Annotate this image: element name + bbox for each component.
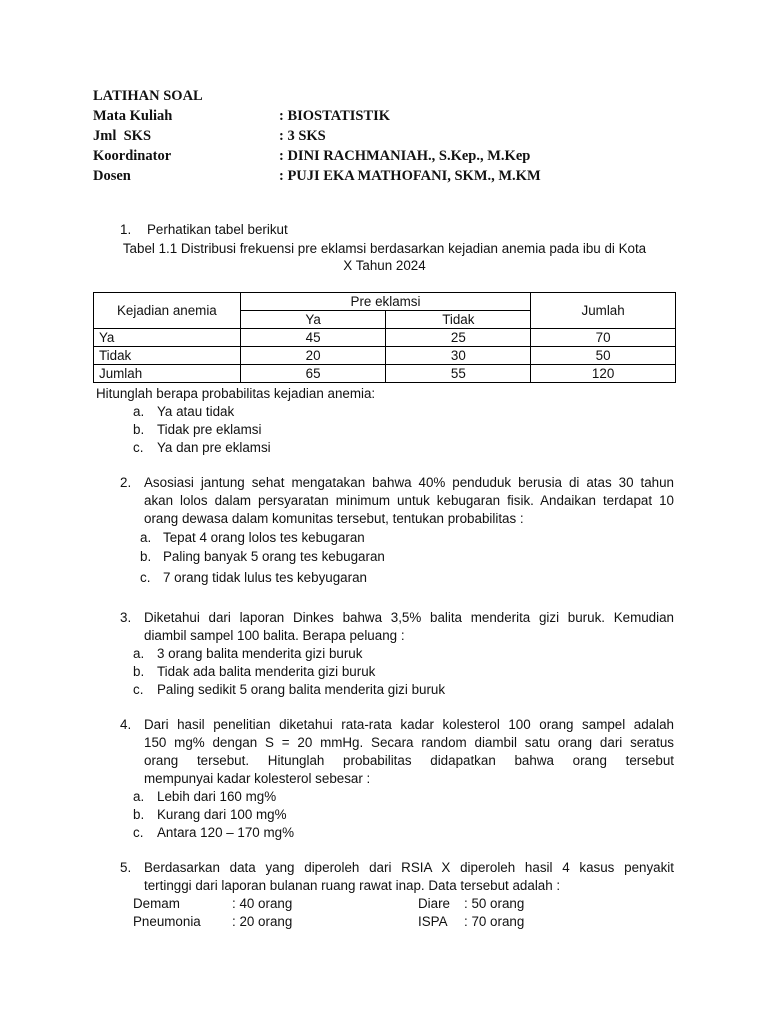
disease-name: ISPA [418,914,448,929]
question-line: tertinggi dari laporan bulanan ruang rawat inap. Data tersebut adalah : [144,878,561,893]
table-cell: 120 [531,365,676,383]
option-letter: c. [140,570,151,585]
disease-name: Pneumonia [133,914,201,929]
table-row [94,329,676,347]
table-cell: 70 [531,329,676,347]
question-intro: Perhatikan tabel berikut [147,222,288,237]
option-letter: b. [133,664,145,679]
option-letter: b. [140,549,152,564]
document-title: LATIHAN SOAL [93,88,203,104]
header-value: : DINI RACHMANIAH., S.Kep., M.Kep [279,148,531,164]
question-number: 3. [120,610,132,625]
question-line: orang dewasa dalam komunitas tersebut, tentukan probabilitas : [144,511,524,526]
option-letter: b. [133,422,145,437]
option-text: Tidak ada balita menderita gizi buruk [157,664,376,679]
question-line: Dari hasil penelitian diketahui rata-rata kadar kolesterol 100 orang sampel adalah [144,717,674,732]
disease-name: Diare [418,896,450,911]
table-cell-label: Jumlah [94,365,241,383]
table-subheader-tidak: Tidak [386,311,531,329]
question-number: 4. [120,717,132,732]
question-line: akan lolos dalam persyaratan minimum untuk kebugaran fisik. Andaikan terdapat 10 [144,493,674,508]
disease-value: : 20 orang [232,914,293,929]
option-text: 3 orang balita menderita gizi buruk [157,646,363,661]
question-number: 2. [120,475,132,490]
table-cell-label: Ya [94,329,241,347]
header-label: Dosen [93,168,131,184]
table-cell: 65 [240,365,386,383]
question-number: 5. [120,860,132,875]
question-text [144,609,674,645]
table-caption-line: Tabel 1.1 Distribusi frekuensi pre eklamsi berdasarkan kejadian anemia pada ibu di Kota [122,241,647,256]
question-line: mempunyai kadar kolesterol sebesar : [144,771,371,786]
question-number: 1. [120,222,132,237]
table-cell: 20 [240,347,386,365]
option-letter: c. [133,440,144,455]
table-row [94,347,676,365]
header-value: : 3 SKS [279,128,326,144]
option-letter: a. [133,789,145,804]
option-letter: a. [133,404,145,419]
disease-value: : 70 orang [464,914,525,929]
question-line: 150 mg% dengan S = 20 mmHg. Secara random diambil satu orang dari seratus [144,735,674,750]
question-text [144,474,674,528]
option-letter: b. [133,807,145,822]
header-label: Mata Kuliah [93,108,173,124]
disease-name: Demam [133,896,180,911]
question-line: Berdasarkan data yang diperoleh dari RSIA X diperoleh hasil 4 kasus penyakit [144,860,674,875]
option-text: 7 orang tidak lulus tes kebyugaran [163,570,367,585]
table-cell: 25 [386,329,531,347]
question-line: Asosiasi jantung sehat mengatakan bahwa 40% penduduk berusia di atas 30 tahun [144,475,674,490]
question-line: orang tersebut. Hitunglah probabilitas didapatkan bahwa orang tersebut [144,753,674,768]
option-letter: c. [133,682,144,697]
option-text: Ya dan pre eklamsi [157,440,271,455]
header-label: Koordinator [93,148,172,164]
option-text: Ya atau tidak [157,404,235,419]
option-text: Kurang dari 100 mg% [157,807,287,822]
option-letter: a. [133,646,145,661]
option-text: Tidak pre eklamsi [157,422,262,437]
table-cell: 55 [386,365,531,383]
option-text: Antara 120 – 170 mg% [157,825,294,840]
header-value: : PUJI EKA MATHOFANI, SKM., M.KM [279,168,541,184]
option-text: Lebih dari 160 mg% [157,789,277,804]
table-cell-label: Tidak [94,347,241,365]
table-header-jumlah: Jumlah [531,293,676,329]
table-header-anemia: Kejadian anemia [94,293,241,329]
question-line: diambil sampel 100 balita. Berapa peluang : [144,628,405,643]
option-letter: c. [133,825,144,840]
table-cell: 50 [531,347,676,365]
question-text [144,859,674,895]
table-cell: 30 [386,347,531,365]
option-letter: a. [140,530,152,545]
option-text: Paling banyak 5 orang tes kebugaran [163,549,385,564]
question-text: Hitunglah berapa probabilitas kejadian anemia: [96,386,376,401]
table-row [94,365,676,383]
option-text: Tepat 4 orang lolos tes kebugaran [163,530,365,545]
table-caption-line: X Tahun 2024 [343,258,426,273]
header-label: Jml SKS [93,128,152,144]
header-value: : BIOSTATISTIK [279,108,391,124]
frequency-table [93,292,676,383]
table-cell: 45 [240,329,386,347]
table-subheader-ya: Ya [240,311,386,329]
option-text: Paling sedikit 5 orang balita menderita gizi buruk [157,682,446,697]
question-text [144,716,674,788]
disease-value: : 40 orang [232,896,293,911]
question-line: Diketahui dari laporan Dinkes bahwa 3,5% balita menderita gizi buruk. Kemudian [144,610,674,625]
table-header-pre-eklamsi: Pre eklamsi [240,293,530,311]
disease-value: : 50 orang [464,896,525,911]
